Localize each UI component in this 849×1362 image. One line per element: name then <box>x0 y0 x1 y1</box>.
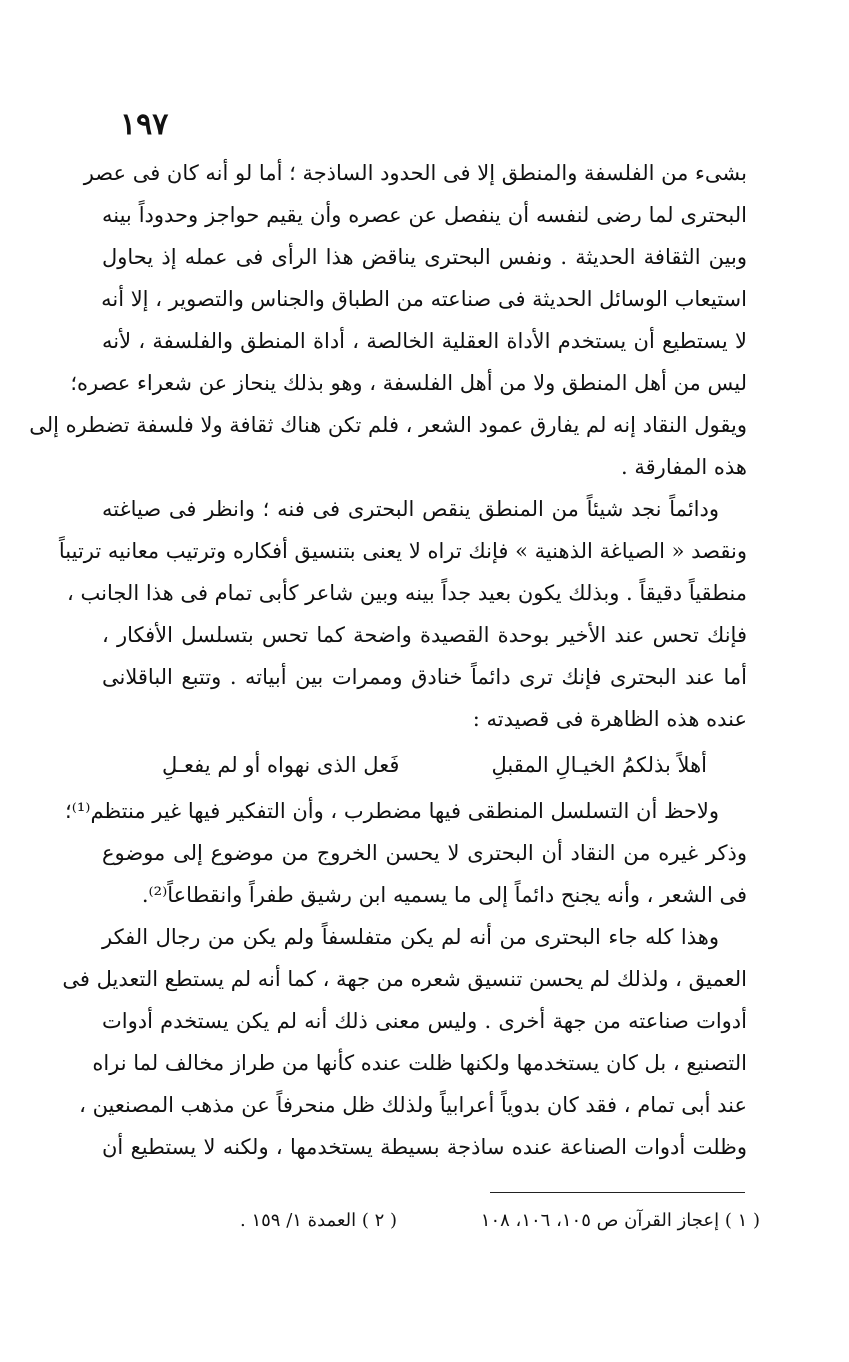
text-line: أدوات صناعته من جهة أخرى . وليس معنى ذلك أنه لم يكن يستخدم أدوات <box>102 1009 747 1033</box>
text-line: منطقياً دقيقاً . وبذلك يكون بعيد جداً بينه وبين شاعر كأبى تمام فى هذا الجانب ، <box>67 581 747 605</box>
text-line: عنده هذه الظاهرة فى قصيدته : <box>472 707 747 731</box>
text-line: ليس من أهل المنطق ولا من أهل الفلسفة ، وهو بذلك ينحاز عن شعراء عصره؛ <box>70 371 747 395</box>
footnote-divider <box>490 1192 745 1193</box>
text-line: فى الشعر ، وأنه يجنح دائماً إلى ما يسميه ابن رشيق طفراً وانقطاعاً⁽²⁾. <box>141 883 747 907</box>
text-line: وهذا كله جاء البحترى من أنه لم يكن متفلسفاً ولم يكن من رجال الفكر <box>102 925 719 949</box>
text-line: لا يستطيع أن يستخدم الأداة العقلية الخالصة ، أداة المنطق والفلسفة ، لأنه <box>102 329 747 353</box>
text-line: هذه المفارقة . <box>621 455 747 479</box>
text-line: ودائماً نجد شيئاً من المنطق ينقص البحترى فى فنه ؛ وانظر فى صياغته <box>102 497 719 521</box>
footnote-2: ( ٢ ) العمدة ١/ ١٥٩ . <box>240 1210 398 1231</box>
text-line: بشىء من الفلسفة والمنطق إلا فى الحدود الساذجة ؛ أما لو أنه كان فى عصر <box>83 161 747 185</box>
footnote-1: ( ١ ) إعجاز القرآن ص ١٠٥، ١٠٦، ١٠٨ <box>480 1210 760 1231</box>
text-line: العميق ، ولذلك لم يحسن تنسيق شعره من جهة ، كما أنه لم يستطع التعديل فى <box>62 967 747 991</box>
text-line: ويقول النقاد إنه لم يفارق عمود الشعر ، فلم تكن هناك ثقافة ولا فلسفة تضطره إلى <box>29 413 747 437</box>
text-line: وذكر غيره من النقاد أن البحترى لا يحسن الخروج من موضوع إلى موضوع <box>102 841 747 865</box>
text-line: البحترى لما رضى لنفسه أن ينفصل عن عصره وأن يقيم حواجز وحدوداً بينه <box>102 203 747 227</box>
verse-second-hemistich: فَعل الذى نهواه أو لم يفعـلِ <box>162 753 400 777</box>
text-line: استيعاب الوسائل الحديثة فى صناعته من الطباق والجناس والتصوير ، إلا أنه <box>101 287 747 311</box>
text-line: عند أبى تمام ، فقد كان بدوياً أعرابياً ولذلك ظل منحرفاً عن مذهب المصنعين ، <box>79 1093 747 1117</box>
text-line: وظلت أدوات الصناعة عنده ساذجة بسيطة يستخدمها ، ولكنه لا يستطيع أن <box>102 1135 747 1159</box>
text-line: التصنيع ، بل كان يستخدمها ولكنها ظلت عنده كأنها من طراز مخالف لما نراه <box>92 1051 747 1075</box>
body-text <box>29 152 747 1168</box>
footnotes <box>240 1203 760 1239</box>
text-line: ونقصد « الصياغة الذهنية » فإنك تراه لا يعنى بتنسيق أفكاره وترتيب معانيه ترتيباً <box>58 539 747 563</box>
verse-first-hemistich: أهلاً بذلكمُ الخيـالِ المقبلِ <box>491 753 707 777</box>
page-number: ١٩٧ <box>120 107 169 142</box>
text-line: فإنك تحس عند الأخير بوحدة القصيدة واضحة كما تحس بتسلسل الأفكار ، <box>102 623 747 647</box>
text-line: ولاحظ أن التسلسل المنطقى فيها مضطرب ، وأن التفكير فيها غير منتظم⁽¹⁾؛ <box>65 799 719 823</box>
text-line: أما عند البحترى فإنك ترى دائماً خنادق وممرات بين أبياته . وتتبع الباقلانى <box>102 665 747 689</box>
poetry-verse <box>102 740 747 790</box>
text-line: وبين الثقافة الحديثة . ونفس البحترى يناقض هذا الرأى فى عمله إذ يحاول <box>102 245 747 269</box>
